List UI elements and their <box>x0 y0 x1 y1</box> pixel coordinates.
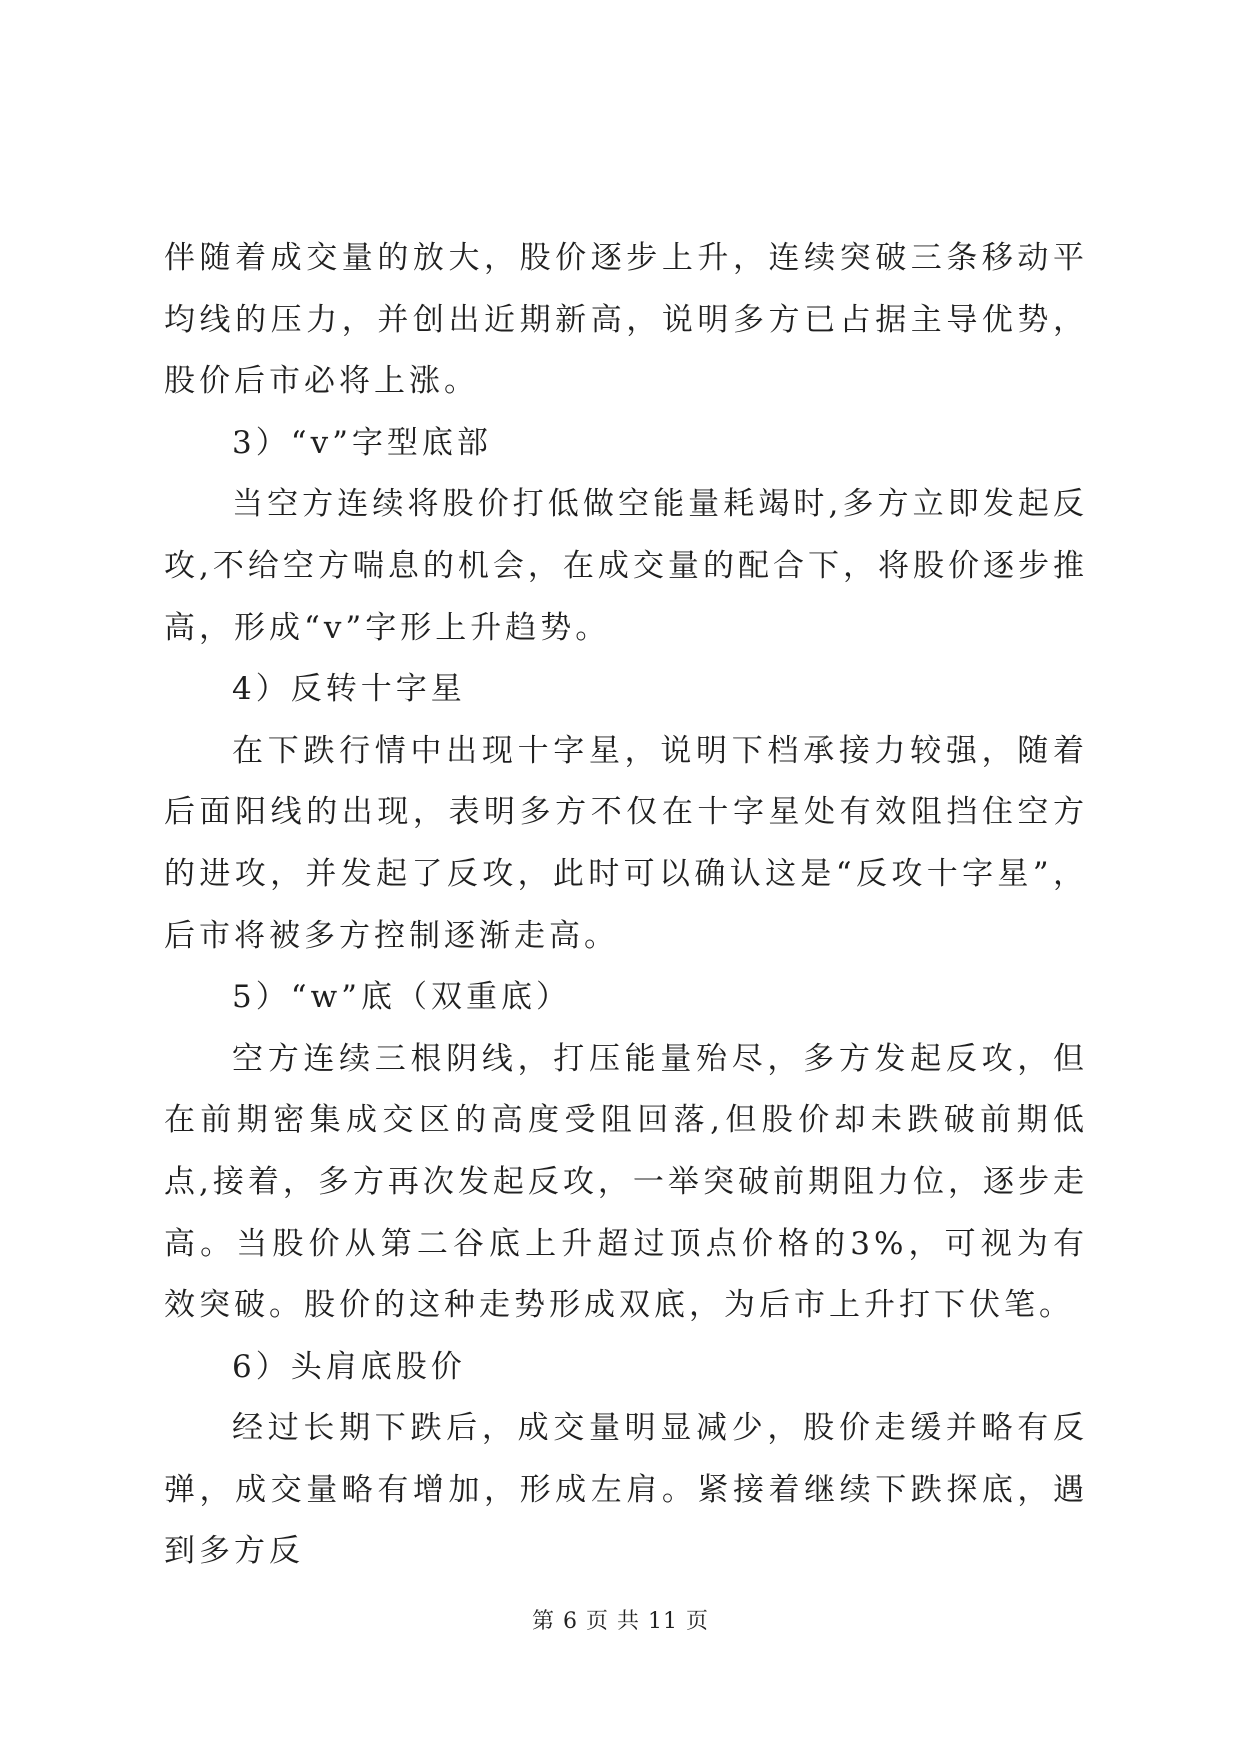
paragraph-continuation: 伴随着成交量的放大，股价逐步上升，连续突破三条移动平均线的压力，并创出近期新高，说明多方已占据主导优势，股价后市必将上涨。 <box>164 240 1088 400</box>
page-number-footer: 第 6 页 共 11 页 <box>532 1609 709 1634</box>
paragraph-head-shoulders-bottom: 经过长期下跌后，成交量明显减少，股价走缓并略有反弹，成交量略有增加，形成左肩。紧接着继续下跌探底，遇到多方反 <box>164 1410 1088 1570</box>
paragraph-reversal-doji: 在下跌行情中出现十字星，说明下档承接力较强，随着后面阳线的出现，表明多方不仅在十字星处有效阻挡住空方的进攻，并发起了反攻，此时可以确认这是“反攻十字星”，后市将被多方控制逐渐走高。 <box>164 732 1088 954</box>
paragraph-v-bottom: 当空方连续将股价打低做空能量耗竭时,多方立即发起反攻,不给空方喘息的机会，在成交量的配合下，将股价逐步推高，形成“v”字形上升趋势。 <box>164 486 1088 646</box>
section-heading-reversal-doji: 4）反转十字星 <box>232 671 466 708</box>
section-heading-v-bottom: 3）“v”字型底部 <box>232 424 492 461</box>
section-heading-head-shoulders-bottom: 6）头肩底股价 <box>232 1348 466 1385</box>
paragraph-w-bottom: 空方连续三根阴线，打压能量殆尽，多方发起反攻，但在前期密集成交区的高度受阻回落,但股价却未跌破前期低点,接着，多方再次发起反攻，一举突破前期阻力位，逐步走高。当股价从第二谷底上升超过顶点价格的3%，可视为有效突破。股价的这种走势形成双底，为后市上升打下伏笔。 <box>164 1040 1088 1324</box>
section-heading-w-bottom: 5）“w”底（双重底） <box>232 979 571 1016</box>
document-body <box>164 228 1088 1583</box>
